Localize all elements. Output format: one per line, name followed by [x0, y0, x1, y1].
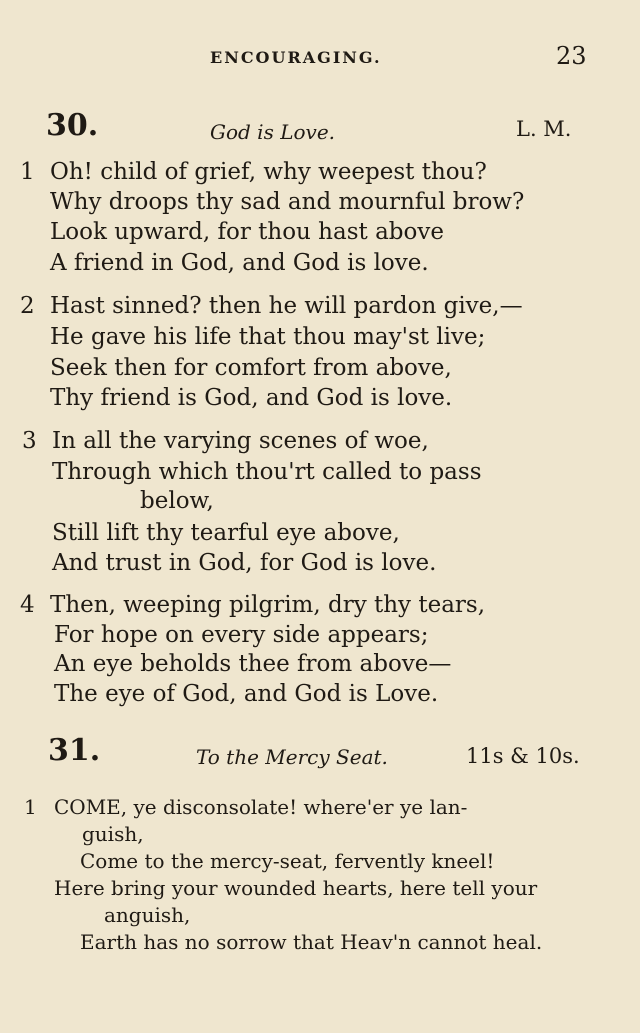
verse-line: A friend in God, and God is love. — [50, 250, 429, 276]
verse-number: 1 — [20, 159, 35, 185]
verse-line: Look upward, for thou hast above — [50, 219, 444, 245]
hymn-number: 30. — [46, 108, 99, 143]
verse-line: COME, ye disconsolate! where'er ye lan- — [54, 795, 468, 819]
verse-line: And trust in God, for God is love. — [52, 550, 437, 576]
verse-line: Then, weeping pilgrim, dry thy tears, — [50, 592, 486, 618]
verse-line: Why droops thy sad and mournful brow? — [50, 189, 525, 215]
verse-number: 3 — [22, 428, 37, 454]
verse-line: guish, — [82, 822, 144, 846]
verse-line: For hope on every side appears; — [54, 622, 429, 648]
verse-number: 4 — [20, 592, 35, 618]
verse-line: He gave his life that thou may'st live; — [50, 324, 486, 350]
verse-line: An eye beholds thee from above— — [54, 651, 452, 677]
verse-line: anguish, — [104, 903, 191, 927]
verse-line: The eye of God, and God is Love. — [54, 681, 439, 707]
hymn-title: To the Mercy Seat. — [196, 745, 388, 769]
verse-line: In all the varying scenes of woe, — [52, 428, 429, 454]
hymn-title: God is Love. — [210, 120, 336, 144]
verse-line: Come to the mercy-seat, fervently kneel! — [80, 849, 495, 873]
verse-line: Through which thou'rt called to pass — [52, 459, 482, 485]
verse-line: Here bring your wounded hearts, here tell your — [54, 876, 538, 900]
verse-line: Earth has no sorrow that Heav'n cannot heal. — [80, 930, 543, 954]
verse-line: Thy friend is God, and God is love. — [50, 385, 453, 411]
verse-number: 2 — [20, 293, 35, 319]
verse-line: Seek then for comfort from above, — [50, 355, 452, 381]
verse-line: Still lift thy tearful eye above, — [52, 520, 400, 546]
hymn-meter: 11s & 10s. — [466, 744, 580, 768]
verse-line: Oh! child of grief, why weepest thou? — [50, 159, 487, 185]
hymn-number: 31. — [48, 733, 101, 768]
verse-number: 1 — [24, 795, 37, 819]
page-number: 23 — [556, 42, 587, 70]
running-head: ENCOURAGING. — [210, 48, 382, 67]
verse-line: below, — [140, 488, 214, 514]
hymn-meter: L. M. — [516, 117, 572, 141]
verse-line: Hast sinned? then he will pardon give,— — [50, 293, 523, 319]
